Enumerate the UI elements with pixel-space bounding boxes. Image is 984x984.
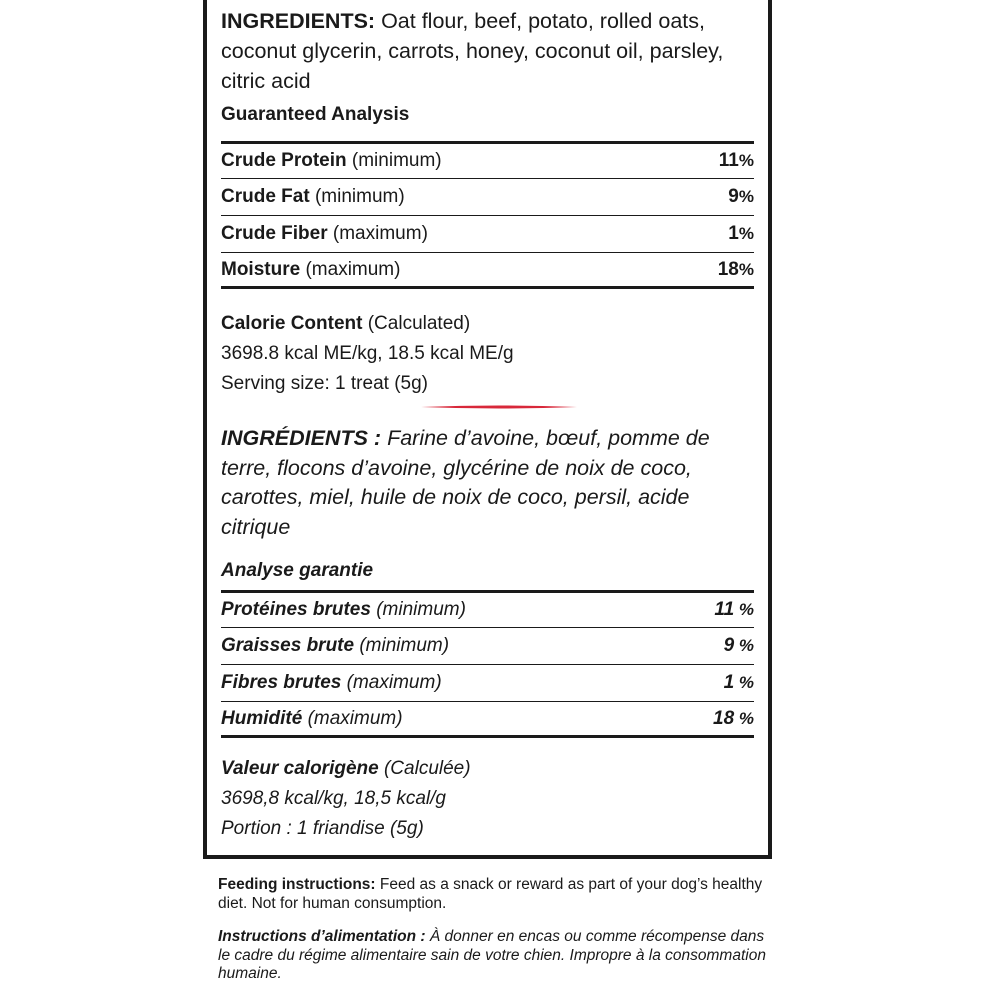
red-divider [421, 405, 577, 409]
analysis-row-fr [221, 627, 754, 664]
ingredients-en-label: INGREDIENTS: [221, 9, 376, 33]
analysis-unit: % [738, 151, 754, 170]
ingredients-fr-text: Farine d’avoine, bœuf, pomme de terre, flocons d’avoine, glycérine de noix de coco, carottes, miel, huile de noix de coco, persil, acide citrique [221, 426, 710, 539]
calorie-label: Valeur calorigène [221, 758, 379, 779]
analysis-value: 9 [723, 635, 735, 656]
analysis-qualifier: (maximum) [305, 258, 401, 280]
analysis-unit: % [734, 600, 754, 619]
calorie-values: 3698,8 kcal/kg, 18,5 kcal/g [221, 788, 446, 809]
ingredients-en [221, 6, 754, 96]
feeding-en-label: Feeding instructions: [218, 876, 376, 893]
feeding-instructions-en [218, 876, 778, 913]
ingredients-fr-label: INGRÉDIENTS : [221, 426, 382, 450]
analysis-name: Fibres brutes [221, 672, 342, 693]
ingredients-fr [221, 424, 754, 542]
analyse-garantie-title: Analyse garantie [221, 560, 374, 581]
analysis-value: 18 [717, 258, 739, 280]
ingredients-en-text: Oat flour, beef, potato, rolled oats, coconut glycerin, carrots, honey, coconut oil, parsley, citric acid [221, 9, 724, 93]
analysis-unit: % [734, 636, 754, 655]
analysis-qualifier: (minimum) [376, 599, 466, 620]
guaranteed-analysis-title: Guaranteed Analysis [221, 104, 410, 125]
calorie-label: Calorie Content [221, 313, 363, 334]
analysis-value: 1 [723, 672, 735, 693]
feeding-fr-label: Instructions d’alimentation : [218, 928, 426, 945]
analysis-value: 11 [714, 599, 735, 620]
analysis-unit: % [738, 187, 754, 206]
feeding-instructions-fr [218, 928, 778, 984]
analysis-table-fr [221, 590, 754, 738]
analysis-row-fr [221, 664, 754, 701]
calorie-qualifier: (Calculated) [367, 313, 471, 334]
analysis-row-en [221, 178, 754, 215]
analysis-name: Protéines brutes [221, 599, 371, 620]
analysis-name: Crude Fiber [221, 223, 328, 244]
calorie-values: 3698.8 kcal ME/kg, 18.5 kcal ME/g [221, 343, 514, 364]
feeding-fr-text: À donner en encas ou comme récompense dans le cadre du régime alimentaire sain de votre chien. Impropre à la consommation humaine. [218, 928, 766, 982]
analysis-unit: % [738, 224, 754, 243]
analysis-name: Moisture [221, 258, 301, 280]
serving-size: Portion : 1 friandise (5g) [221, 818, 424, 839]
analysis-unit: % [738, 259, 754, 279]
analysis-qualifier: (maximum) [307, 707, 403, 729]
analysis-value: 1 [728, 223, 739, 244]
analysis-unit: % [734, 673, 754, 692]
analysis-value: 9 [728, 186, 739, 207]
analysis-row-en [221, 215, 754, 252]
calorie-content-fr [221, 754, 754, 844]
serving-size: Serving size: 1 treat (5g) [221, 373, 428, 394]
calorie-content-en [221, 309, 754, 399]
nutrition-label-box [203, 0, 772, 859]
analysis-qualifier: (maximum) [346, 672, 442, 693]
feeding-en-text: Feed as a snack or reward as part of your dog’s healthy diet. Not for human consumption. [218, 876, 763, 912]
analysis-table-en [221, 141, 754, 289]
analysis-value: 18 [713, 707, 735, 729]
analysis-value: 11 [718, 150, 739, 171]
analysis-name: Crude Fat [221, 186, 310, 207]
analysis-name: Humidité [221, 707, 303, 729]
analysis-qualifier: (minimum) [351, 150, 442, 171]
analysis-name: Graisses brute [221, 635, 355, 656]
analysis-row-en [221, 252, 754, 289]
analysis-qualifier: (minimum) [359, 635, 450, 656]
calorie-qualifier: (Calculée) [383, 758, 471, 779]
analysis-name: Crude Protein [221, 150, 347, 171]
analysis-unit: % [734, 708, 754, 728]
analysis-qualifier: (minimum) [314, 186, 405, 207]
analysis-row-en [221, 141, 754, 178]
analysis-qualifier: (maximum) [332, 223, 428, 244]
analysis-row-fr [221, 590, 754, 627]
analysis-row-fr [221, 701, 754, 738]
